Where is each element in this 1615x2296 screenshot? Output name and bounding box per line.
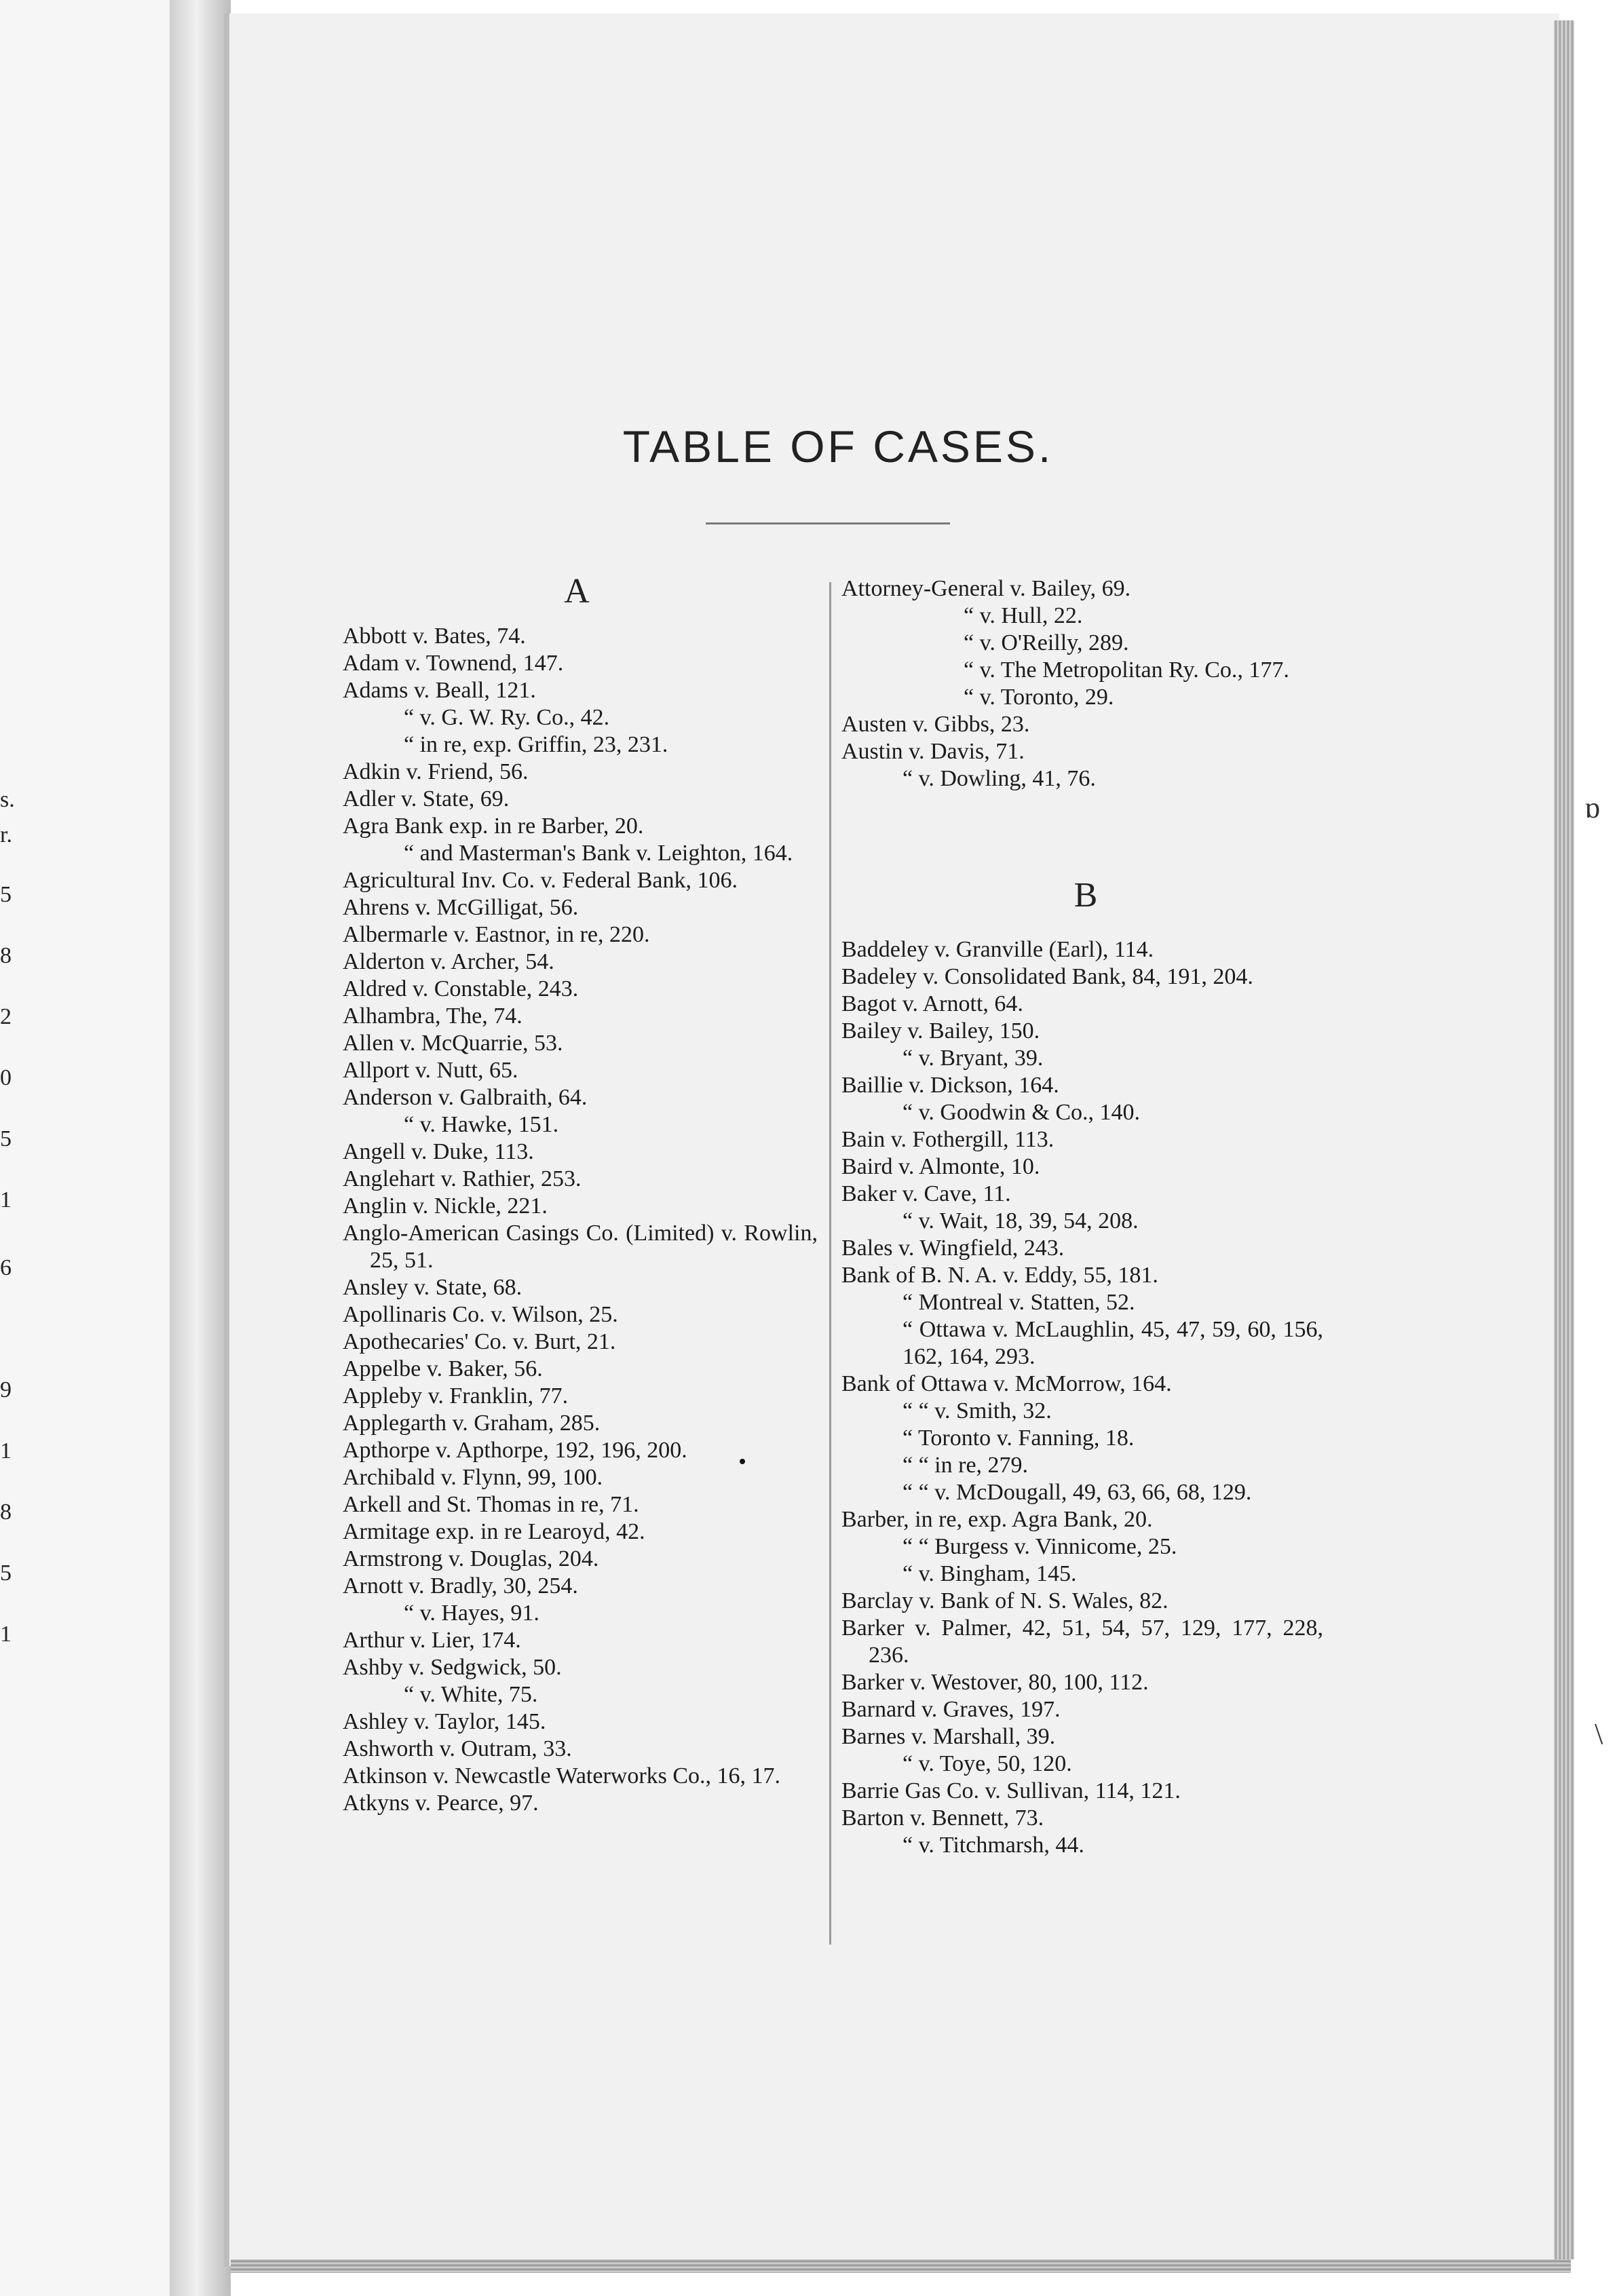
case-entry: “ v. White, 75. [404,1682,538,1707]
case-entry: “ in re, exp. Griffin, 23, 231. [404,732,668,757]
case-entry: Ansley v. State, 68. [343,1275,522,1300]
case-entry: Aldred v. Constable, 243. [343,976,579,1001]
case-entry: Archibald v. Flynn, 99, 100. [343,1465,603,1490]
case-entry: “ v. The Metropolitan Ry. Co., 177. [964,657,1289,683]
case-entry: Bales v. Wingfield, 243. [841,1236,1065,1261]
case-entry: “ v. G. W. Ry. Co., 42. [404,705,610,730]
page-curl-mark: ɒ [1584,791,1601,824]
case-entry: Adams v. Beall, 121. [343,678,536,703]
case-entry: Anglin v. Nickle, 221. [343,1193,548,1219]
case-entry: “ v. Toronto, 29. [964,685,1114,710]
case-entry: Atkyns v. Pearce, 97. [343,1791,539,1816]
case-entry: Attorney-General v. Bailey, 69. [841,576,1131,601]
case-entry: Bain v. Fothergill, 113. [841,1127,1054,1152]
case-entry: Albermarle v. Eastnor, in re, 220. [343,922,650,947]
case-entry: Armstrong v. Douglas, 204. [343,1546,599,1571]
case-entry: Arnott v. Bradly, 30, 254. [343,1573,578,1599]
facing-page-number: 1 [0,1187,12,1212]
case-entry: Adler v. State, 69. [343,786,510,811]
case-entry: “ Ottawa v. McLaughlin, 45, 47, 59, 60, 156, 162, 164, 293. [902,1317,1323,1369]
case-entry: Agra Bank exp. in re Barber, 20. [343,814,644,839]
case-entry: Ashby v. Sedgwick, 50. [343,1655,562,1680]
facing-page-number: 8 [0,943,12,968]
page-stack-bottom [231,2259,1571,2273]
case-entry: Barrie Gas Co. v. Sullivan, 114, 121. [841,1778,1181,1803]
case-entry: Applegarth v. Graham, 285. [343,1411,601,1436]
case-entry: “ v. Goodwin & Co., 140. [902,1100,1141,1125]
facing-page-number: 9 [0,1377,12,1402]
case-entry: “ and Masterman's Bank v. Leighton, 164. [404,841,793,866]
case-entry: Ashley v. Taylor, 145. [343,1709,546,1734]
case-entry: “ v. Bryant, 39. [902,1046,1044,1071]
facing-page-number: 2 [0,1004,12,1029]
case-entry: “ Toronto v. Fanning, 18. [902,1426,1135,1451]
case-entry: Austen v. Gibbs, 23. [841,712,1030,737]
book-gutter [170,0,231,2296]
case-entry: Ashworth v. Outram, 33. [343,1736,572,1761]
case-entry: Anglehart v. Rathier, 253. [343,1166,582,1191]
case-entry: “ “ v. Smith, 32. [902,1398,1052,1423]
ink-speck [740,1459,745,1464]
case-entry: Barton v. Bennett, 73. [841,1805,1044,1831]
page-title: TABLE OF CASES. [622,421,1054,472]
case-entry: Appleby v. Franklin, 77. [343,1383,569,1409]
case-entry: “ v. Bingham, 145. [902,1561,1077,1586]
case-entry: Baird v. Almonte, 10. [841,1154,1040,1179]
case-entry: Badeley v. Consolidated Bank, 84, 191, 204. [841,964,1253,989]
case-entry: “ v. Dowling, 41, 76. [902,766,1096,791]
case-entry: “ v. Hawke, 151. [404,1112,559,1137]
case-entry: Austin v. Davis, 71. [841,739,1025,764]
case-entry: Baker v. Cave, 11. [841,1181,1011,1206]
case-entry: Apothecaries' Co. v. Burt, 21. [343,1329,616,1354]
case-entry: Baillie v. Dickson, 164. [841,1073,1059,1098]
case-entry: Bagot v. Arnott, 64. [841,991,1023,1016]
facing-page-number: r. [0,822,12,847]
case-entry: Apthorpe v. Apthorpe, 192, 196, 200. [343,1438,687,1463]
case-entry: Barber, in re, exp. Agra Bank, 20. [841,1507,1153,1532]
case-entry: “ “ Burgess v. Vinnicome, 25. [902,1534,1177,1559]
case-entry: Bailey v. Bailey, 150. [841,1018,1040,1044]
case-entry: Barnard v. Graves, 197. [841,1697,1061,1722]
page-curl-mark: \ [1595,1717,1603,1750]
facing-page-edge [0,0,170,2296]
case-entry: Barker v. Palmer, 42, 51, 54, 57, 129, 177, 228, 236. [841,1615,1323,1668]
facing-page-number: s. [0,787,15,812]
case-entry: Barker v. Westover, 80, 100, 112. [841,1670,1149,1695]
facing-page-number: 6 [0,1255,12,1280]
case-entry: “ v. Wait, 18, 39, 54, 208. [902,1208,1139,1233]
case-entry: Agricultural Inv. Co. v. Federal Bank, 106. [343,868,738,893]
case-entry: Barclay v. Bank of N. S. Wales, 82. [841,1588,1168,1613]
case-entry: “ v. Titchmarsh, 44. [902,1833,1084,1858]
case-entry: Barnes v. Marshall, 39. [841,1724,1056,1749]
facing-page-number: 0 [0,1065,12,1090]
case-entry: “ “ in re, 279. [902,1453,1029,1478]
section-letter-b: B [1074,876,1098,915]
case-entry: “ v. Hull, 22. [964,603,1083,628]
case-entry: Abbott v. Bates, 74. [343,624,526,649]
case-entry: Arthur v. Lier, 174. [343,1628,521,1653]
case-entry: Baddeley v. Granville (Earl), 114. [841,937,1154,962]
case-entry: Allport v. Nutt, 65. [343,1058,518,1083]
case-entry: “ v. O'Reilly, 289. [964,630,1129,655]
facing-page-number: 5 [0,1561,12,1586]
left-column [343,623,818,1817]
case-entry: Arkell and St. Thomas in re, 71. [343,1492,639,1517]
facing-page-number: 5 [0,882,12,907]
facing-page-number: 1 [0,1438,12,1463]
page-stack-edge [1554,20,1574,2259]
case-entry: Alderton v. Archer, 54. [343,949,554,974]
case-entry: Appelbe v. Baker, 56. [343,1356,543,1381]
column-divider [829,582,831,1945]
case-entry: Angell v. Duke, 113. [343,1139,534,1164]
case-entry: Apollinaris Co. v. Wilson, 25. [343,1302,618,1327]
section-letter-a: A [564,572,590,611]
case-entry: Bank of Ottawa v. McMorrow, 164. [841,1371,1172,1396]
right-column-a-continued [841,575,1323,792]
case-entry: “ Montreal v. Statten, 52. [902,1290,1135,1315]
case-entry: “ “ v. McDougall, 49, 63, 66, 68, 129. [902,1480,1252,1505]
case-entry: Bank of B. N. A. v. Eddy, 55, 181. [841,1263,1158,1288]
case-entry: Anglo-American Casings Co. (Limited) v. Rowlin, 25, 51. [343,1221,818,1273]
case-entry: Armitage exp. in re Learoyd, 42. [343,1519,645,1544]
facing-page-number: 1 [0,1622,12,1647]
case-entry: “ v. Toye, 50, 120. [902,1751,1072,1776]
facing-page-number: 5 [0,1126,12,1151]
title-rule [706,522,950,524]
case-entry: Alhambra, The, 74. [343,1003,522,1029]
facing-page-number: 8 [0,1499,12,1525]
case-entry: Atkinson v. Newcastle Waterworks Co., 16, 17. [343,1763,781,1788]
case-entry: Ahrens v. McGilligat, 56. [343,895,579,920]
case-entry: Anderson v. Galbraith, 64. [343,1085,588,1110]
case-entry: Allen v. McQuarrie, 53. [343,1031,563,1056]
case-entry: “ v. Hayes, 91. [404,1601,539,1626]
case-entry: Adam v. Townend, 147. [343,651,564,676]
case-entry: Adkin v. Friend, 56. [343,759,529,784]
right-column-b [841,936,1323,1859]
